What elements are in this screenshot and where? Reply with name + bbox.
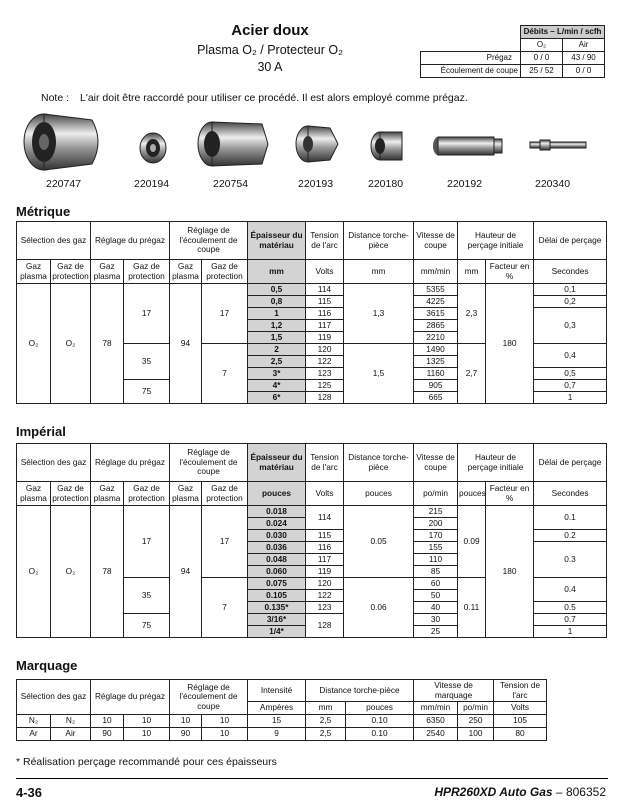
cell: O₂ (51, 284, 91, 404)
subheader: pouces (344, 482, 414, 506)
cell: 117 (306, 554, 344, 566)
col-header: Vitesse de marquage (414, 680, 494, 702)
flow-row-label: Prégaz (421, 52, 521, 65)
cell: Air (51, 728, 91, 741)
part-number: 220754 (213, 178, 249, 190)
cell: 115 (306, 296, 344, 308)
subheader: pouces (346, 702, 414, 715)
cell: 0.10 (346, 728, 414, 741)
cell: 40 (414, 602, 458, 614)
cell: 2540 (414, 728, 458, 741)
cell: 94 (170, 506, 202, 638)
subheader: Volts (494, 702, 547, 715)
subheader: Gaz plasma (91, 482, 124, 506)
cell: 114 (306, 506, 344, 530)
document-name: HPR260XD Auto Gas (434, 785, 553, 799)
cell: 75 (124, 614, 170, 638)
col-header: Tension de l'arc (494, 680, 547, 702)
note-text: L'air doit être raccordé pour utiliser ce procédé. Il est alors employé comme prégaz. (80, 92, 468, 104)
cell: 0.7 (534, 614, 607, 626)
cell: 0.1 (534, 506, 607, 530)
cell: 116 (306, 542, 344, 554)
cell: 1490 (414, 344, 458, 356)
col-header: Tension de l'arc (306, 222, 344, 260)
cell: 10 (124, 728, 170, 741)
cell: 0,7 (534, 380, 607, 392)
cell: 122 (306, 356, 344, 368)
col-header: Distance torche-pièce (344, 222, 414, 260)
subheader: mm (344, 260, 414, 284)
cell: 1 (534, 626, 607, 638)
cell: 10 (202, 728, 248, 741)
flow-col-o2: O₂ (521, 39, 563, 52)
col-header: Épaisseur du matériau (248, 222, 306, 260)
thickness-cell: 0.036 (248, 542, 306, 554)
water-tube-part (530, 140, 586, 150)
cell: 123 (306, 602, 344, 614)
retaining-cap-part (198, 122, 268, 166)
footnote: * Réalisation perçage recommandé pour ces épaisseurs (16, 756, 277, 768)
flow-row-label: Écoulement de coupe (421, 65, 521, 78)
shield-part (140, 133, 166, 163)
subheader: po/min (414, 482, 458, 506)
thickness-cell: 0.048 (248, 554, 306, 566)
cell: 170 (414, 530, 458, 542)
section-title-imperial: Impérial (16, 424, 66, 439)
cell: 250 (458, 715, 494, 728)
part-number: 220747 (46, 178, 82, 190)
col-header: Distance torche-pièce (344, 444, 414, 482)
subheader: mm (458, 260, 486, 284)
thickness-cell: 0.060 (248, 566, 306, 578)
thickness-cell: 0,5 (248, 284, 306, 296)
thickness-cell: 0.030 (248, 530, 306, 542)
cell: 0.5 (534, 602, 607, 614)
col-header: Sélection des gaz (17, 444, 91, 482)
section-title-metric: Métrique (16, 204, 71, 219)
cell: O₂ (51, 506, 91, 638)
subheader: Facteur en % (486, 482, 534, 506)
col-header: Vitesse de coupe (414, 222, 458, 260)
cell: 9 (248, 728, 306, 741)
process-gases: Plasma O₂ / Protecteur O₂ (197, 43, 343, 57)
col-header: Sélection des gaz (17, 222, 91, 260)
cell: 116 (306, 308, 344, 320)
col-header: Réglage de l'écoulement de coupe (170, 444, 248, 482)
thickness-cell: 0.024 (248, 518, 306, 530)
cell: 0.10 (346, 715, 414, 728)
cell: 30 (414, 614, 458, 626)
cell: 94 (170, 284, 202, 404)
cell: 80 (494, 728, 547, 741)
subheader: Gaz de protection (202, 260, 248, 284)
subheader: mm/min (414, 260, 458, 284)
flow-cell: 0 / 0 (521, 52, 563, 65)
subheader: Volts (306, 260, 344, 284)
swirl-ring-part (371, 132, 402, 160)
thickness-cell: 6* (248, 392, 306, 404)
subheader: pouces (248, 482, 306, 506)
cell: 0.09 (458, 506, 486, 578)
subheader: po/min (458, 702, 494, 715)
page-header (120, 20, 420, 74)
thickness-cell: 1 (248, 308, 306, 320)
cell: 155 (414, 542, 458, 554)
col-header: Hauteur de perçage initiale (458, 222, 534, 260)
cell: 128 (306, 614, 344, 638)
part-number: 220192 (447, 178, 483, 190)
thickness-cell: 0.018 (248, 506, 306, 518)
cell: 215 (414, 506, 458, 518)
subheader: Gaz plasma (170, 482, 202, 506)
cell: 0,2 (534, 296, 607, 308)
document-number: 806352 (565, 785, 606, 799)
thickness-cell: 1,2 (248, 320, 306, 332)
subheader: Gaz de protection (124, 482, 170, 506)
subheader: mm (306, 702, 346, 715)
cell: 0.05 (344, 506, 414, 578)
subheader: Gaz de protection (51, 260, 91, 284)
thickness-cell: 4* (248, 380, 306, 392)
cell: 2210 (414, 332, 458, 344)
cell: 0.3 (534, 542, 607, 578)
page-number: 4-36 (16, 785, 43, 800)
subheader: Secondes (534, 260, 607, 284)
cell: 90 (170, 728, 202, 741)
col-header: Vitesse de coupe (414, 444, 458, 482)
cell: 200 (414, 518, 458, 530)
col-header: Réglage de l'écoulement de coupe (170, 222, 248, 260)
cell: 85 (414, 566, 458, 578)
cell: 75 (124, 380, 170, 404)
col-header: Réglage du prégaz (91, 680, 170, 715)
cell: 122 (306, 590, 344, 602)
thickness-cell: 3* (248, 368, 306, 380)
col-header: Réglage du prégaz (91, 222, 170, 260)
electrode-part (433, 137, 502, 155)
cell: 2,5 (306, 715, 346, 728)
cell: 125 (306, 380, 344, 392)
subheader: Gaz de protection (51, 482, 91, 506)
thickness-cell: 2 (248, 344, 306, 356)
cell: 2,7 (458, 344, 486, 404)
cell: 100 (458, 728, 494, 741)
col-header: Délai de perçage (534, 222, 607, 260)
col-header: Réglage de l'écoulement de coupe (170, 680, 248, 715)
col-header: Délai de perçage (534, 444, 607, 482)
col-header: Sélection des gaz (17, 680, 91, 715)
subheader: mm (248, 260, 306, 284)
cell: 6350 (414, 715, 458, 728)
cell: 35 (124, 578, 170, 614)
cell: 0,4 (534, 344, 607, 368)
cell: 7 (202, 344, 248, 404)
cell: 10 (202, 715, 248, 728)
process-title: Acier doux (231, 22, 309, 39)
cell: 119 (306, 332, 344, 344)
cell: 1,3 (344, 284, 414, 344)
flow-cell: 0 / 0 (563, 65, 605, 78)
cell: 0,3 (534, 308, 607, 344)
cell: 115 (306, 530, 344, 542)
col-header: Épaisseur du matériau (248, 444, 306, 482)
footer-rule (16, 778, 608, 779)
cell: 0.11 (458, 578, 486, 638)
subheader: Gaz de protection (124, 260, 170, 284)
cell: 90 (91, 728, 124, 741)
cell: 15 (248, 715, 306, 728)
thickness-cell: 0,8 (248, 296, 306, 308)
subheader: Ampères (248, 702, 306, 715)
flow-col-air: Air (563, 39, 605, 52)
col-header: Hauteur de perçage initiale (458, 444, 534, 482)
nozzle-part (296, 126, 338, 162)
col-header: Réglage du prégaz (91, 444, 170, 482)
note (41, 92, 468, 104)
thickness-cell: 3/16* (248, 614, 306, 626)
process-current: 30 A (257, 60, 283, 74)
cell: 25 (414, 626, 458, 638)
cell: 0.06 (344, 578, 414, 638)
cell: 0,1 (534, 284, 607, 296)
cell: 10 (170, 715, 202, 728)
cell: O₂ (17, 284, 51, 404)
cell: 665 (414, 392, 458, 404)
part-number: 220340 (535, 178, 571, 190)
subheader: mm/min (414, 702, 458, 715)
cell: N₂ (17, 715, 51, 728)
cell: 2,5 (306, 728, 346, 741)
cell: 17 (124, 284, 170, 344)
subheader: Gaz de protection (202, 482, 248, 506)
footer-separator: – (555, 785, 563, 799)
cell: 78 (91, 506, 124, 638)
col-header: Intensité (248, 680, 306, 702)
cell: 180 (486, 506, 534, 638)
cell: 4225 (414, 296, 458, 308)
cell: 119 (306, 566, 344, 578)
flow-cell: 43 / 90 (563, 52, 605, 65)
thickness-cell: 0.105 (248, 590, 306, 602)
document-reference (434, 785, 606, 799)
cell: 78 (91, 284, 124, 404)
cell: 17 (202, 284, 248, 344)
flow-rates-table (420, 25, 605, 78)
flow-cell: 25 / 52 (521, 65, 563, 78)
metric-cut-chart (16, 221, 607, 404)
cell: 110 (414, 554, 458, 566)
cell: 1325 (414, 356, 458, 368)
cell: 17 (202, 506, 248, 578)
part-number: 220193 (298, 178, 334, 190)
section-title-marking: Marquage (16, 658, 78, 673)
cell: 123 (306, 368, 344, 380)
cell: 905 (414, 380, 458, 392)
marking-chart (16, 679, 547, 741)
cell: Ar (17, 728, 51, 741)
note-label: Note : (41, 92, 70, 104)
subheader: Gaz plasma (170, 260, 202, 284)
cell: 2865 (414, 320, 458, 332)
cell: 60 (414, 578, 458, 590)
cell: 35 (124, 344, 170, 380)
thickness-cell: 1,5 (248, 332, 306, 344)
subheader: Secondes (534, 482, 607, 506)
thickness-cell: 0.075 (248, 578, 306, 590)
subheader: Gaz plasma (91, 260, 124, 284)
cell: 117 (306, 320, 344, 332)
subheader: pouces (458, 482, 486, 506)
cell: 10 (124, 715, 170, 728)
cell: 1 (534, 392, 607, 404)
thickness-cell: 0.135* (248, 602, 306, 614)
cell: 128 (306, 392, 344, 404)
cell: 120 (306, 344, 344, 356)
part-number: 220180 (368, 178, 404, 190)
cell: 2,3 (458, 284, 486, 344)
thickness-cell: 1/4* (248, 626, 306, 638)
subheader: Gaz plasma (17, 260, 51, 284)
cell: 0.2 (534, 530, 607, 542)
cell: O₂ (17, 506, 51, 638)
subheader: Volts (306, 482, 344, 506)
col-header: Tension de l'arc (306, 444, 344, 482)
flow-title: Débits – L/min / scfh (521, 26, 605, 39)
subheader: Gaz plasma (17, 482, 51, 506)
cell: 50 (414, 590, 458, 602)
cell: 5355 (414, 284, 458, 296)
part-number: 220194 (134, 178, 170, 190)
cell: 1160 (414, 368, 458, 380)
cell: 3615 (414, 308, 458, 320)
cell: 180 (486, 284, 534, 404)
col-header: Distance torche-pièce (306, 680, 414, 702)
cell: 10 (91, 715, 124, 728)
thickness-cell: 2,5 (248, 356, 306, 368)
cell: 114 (306, 284, 344, 296)
cell: N₂ (51, 715, 91, 728)
cell: 1,5 (344, 344, 414, 404)
cell: 17 (124, 506, 170, 578)
cell: 0,5 (534, 368, 607, 380)
cell: 7 (202, 578, 248, 638)
shield-cap-part (24, 114, 98, 170)
subheader: Facteur en % (486, 260, 534, 284)
cell: 0.4 (534, 578, 607, 602)
imperial-cut-chart (16, 443, 607, 638)
cell: 105 (494, 715, 547, 728)
cell: 120 (306, 578, 344, 590)
